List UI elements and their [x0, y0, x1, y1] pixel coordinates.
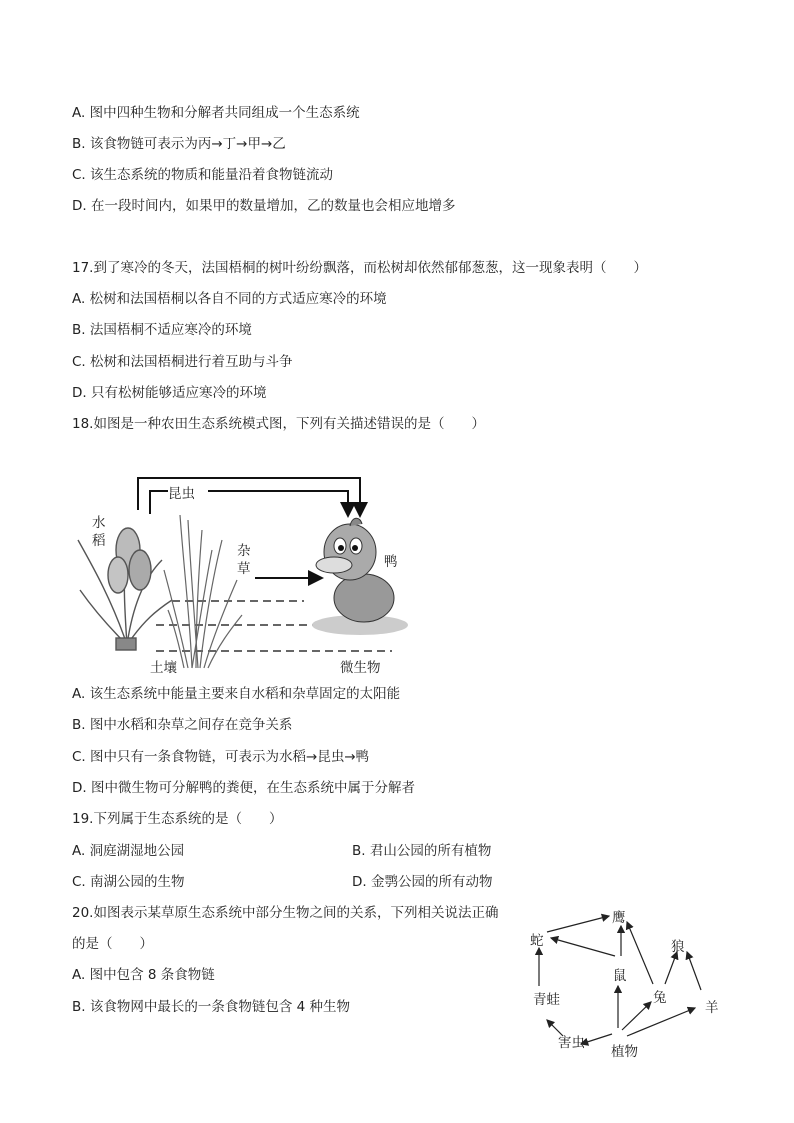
microbe-label: 微生物: [340, 660, 381, 676]
q17-option-d: D. 只有松树能够适应寒冷的环境: [72, 385, 267, 401]
q20-stem-line2: 的是（ ）: [72, 936, 153, 952]
q19-option-c: C. 南湖公园的生物: [72, 874, 185, 890]
q19-option-b: B. 君山公园的所有植物: [352, 843, 492, 859]
sheep-node: 羊: [705, 1000, 719, 1016]
q18-option-a: A. 该生态系统中能量主要来自水稻和杂草固定的太阳能: [72, 686, 401, 702]
weed-clump: [164, 515, 242, 668]
weed-label: 杂草: [237, 543, 251, 577]
q19-stem: 19.下列属于生态系统的是（ ）: [72, 811, 283, 827]
snake-node: 蛇: [530, 933, 544, 949]
q16-option-b: B. 该食物链可表示为丙→丁→甲→乙: [72, 136, 286, 152]
rabbit-node: 兔: [653, 990, 667, 1006]
q17-option-c: C. 松树和法国梧桐进行着互助与斗争: [72, 354, 293, 370]
q19-option-a: A. 洞庭湖湿地公园: [72, 843, 185, 859]
duck-icon: [312, 518, 408, 635]
duck-label: 鸭: [384, 554, 398, 570]
weed-to-insect-line: [150, 491, 168, 514]
q17-option-b: B. 法国梧桐不适应寒冷的环境: [72, 322, 252, 338]
insect-label: 昆虫: [168, 486, 195, 502]
q20-option-b: B. 该食物网中最长的一条食物链包含 4 种生物: [72, 999, 351, 1015]
q17-stem: 17.到了寒冷的冬天，法国梧桐的树叶纷纷飘落，而松树却依然郁郁葱葱，这一现象表明（ ）: [72, 260, 647, 276]
wolf-node: 狼: [671, 939, 685, 955]
q20-option-a: A. 图中包含 8 条食物链: [72, 967, 215, 983]
farmland-diagram: [72, 470, 422, 675]
q16-option-a: A. 图中四种生物和分解者共同组成一个生态系统: [72, 105, 360, 121]
mouse-node: 鼠: [613, 968, 627, 984]
pest-node: 害虫: [558, 1035, 585, 1051]
q18-option-c: C. 图中只有一条食物链，可表示为水稻→昆虫→鸭: [72, 749, 370, 765]
soil-label: 土壤: [150, 660, 177, 676]
insect-to-duck-arrow: [208, 491, 348, 516]
q16-option-c: C. 该生态系统的物质和能量沿着食物链流动: [72, 167, 334, 183]
q17-option-a: A. 松树和法国梧桐以各自不同的方式适应寒冷的环境: [72, 291, 387, 307]
q18-option-d: D. 图中微生物可分解鸭的粪便，在生态系统中属于分解者: [72, 780, 415, 796]
q19-option-d: D. 金鹗公园的所有动物: [352, 874, 493, 890]
q20-stem-line1: 20.如图表示某草原生态系统中部分生物之间的关系，下列相关说法正确: [72, 905, 499, 921]
q18-option-b: B. 图中水稻和杂草之间存在竞争关系: [72, 717, 293, 733]
frog-node: 青蛙: [533, 992, 560, 1008]
q18-stem: 18.如图是一种农田生态系统模式图，下列有关描述错误的是（ ）: [72, 416, 485, 432]
food-web-arrows: [525, 900, 735, 1062]
eagle-node: 鹰: [612, 910, 626, 926]
q16-option-d: D. 在一段时间内，如果甲的数量增加，乙的数量也会相应地增多: [72, 198, 456, 214]
food-web-diagram: [525, 900, 735, 1062]
plant-node: 植物: [611, 1044, 638, 1060]
rice-label: 水稻: [92, 515, 106, 549]
